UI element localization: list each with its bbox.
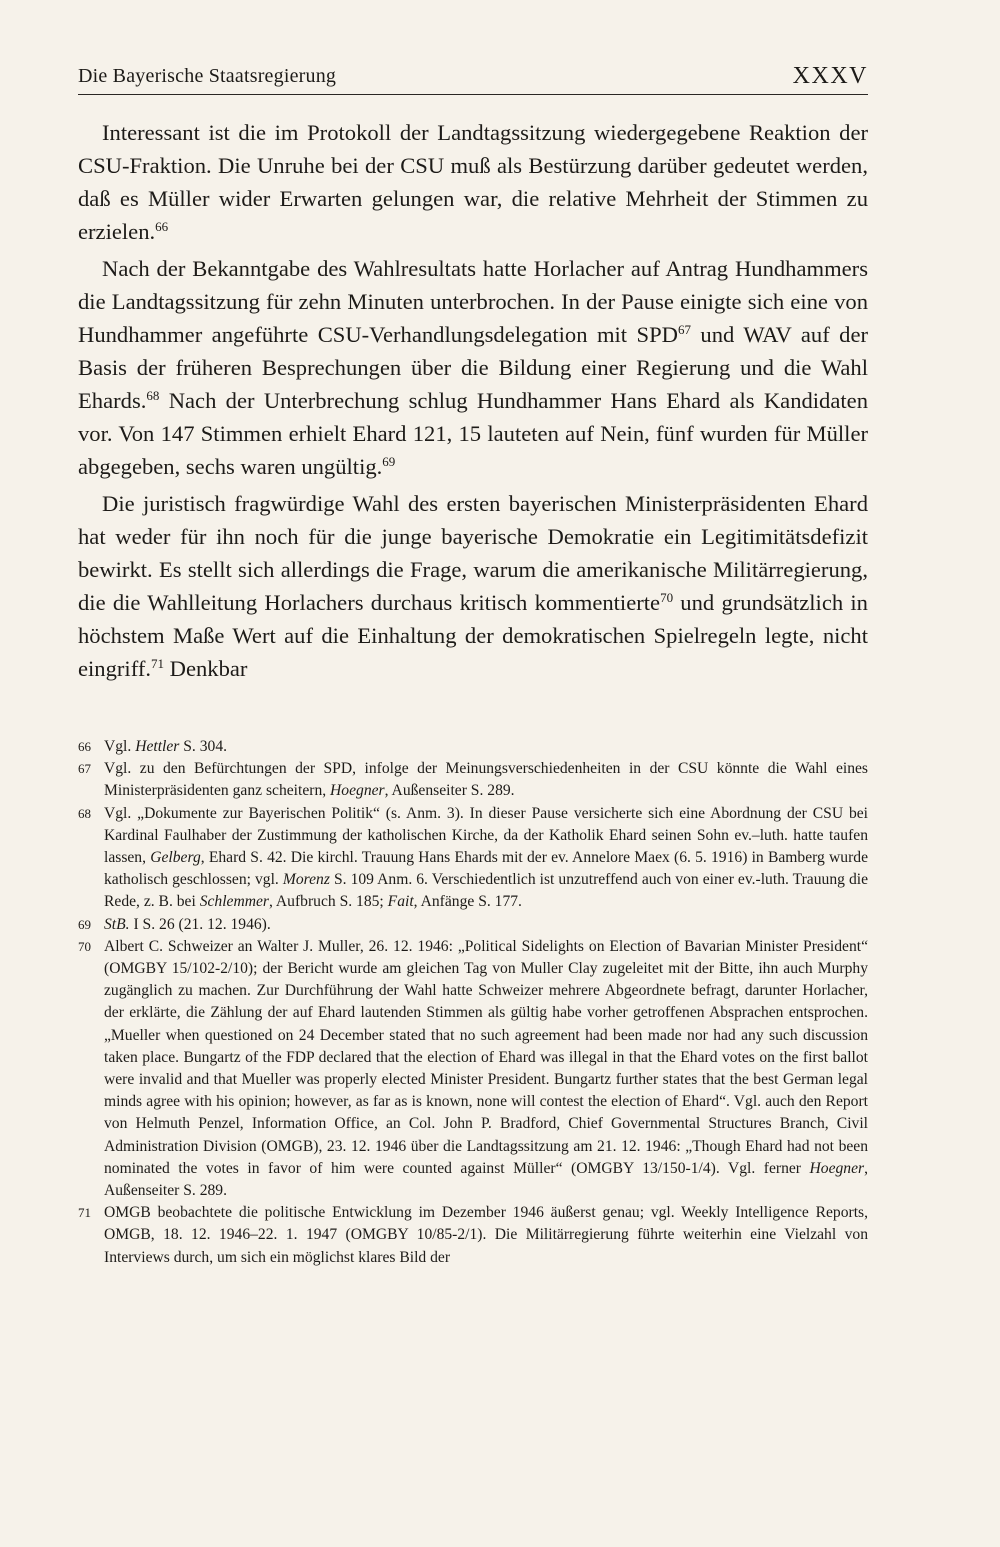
- paragraph-2-text-c: Nach der Unterbrechung schlug Hundhammer Hans Ehard als Kandidaten vor. Von 147 Stimmen erhielt Ehard 121, 15 lauteten auf Nein, fünf wurden für Müller abgegeben, sechs waren ungültig.: [78, 388, 868, 479]
- footnote-text: OMGB beobachtete die politische Entwicklung im Dezember 1946 äußerst genau; vgl. Weekly Intelligence Reports, OMGB, 18. 12. 1946–22. 1. 1947 (OMGBY 10/85-2/1). Die Militärregierung führte weiterhin eine Vielzahl von Interviews durch, um sich ein möglichst klares Bild der: [104, 1204, 868, 1266]
- footnote-number: 68: [78, 805, 91, 821]
- footnote-ref-68[interactable]: 68: [146, 388, 160, 403]
- footnote-ref-67[interactable]: 67: [677, 322, 691, 337]
- footnotes: [78, 736, 868, 1269]
- footnote-ref-71[interactable]: 71: [151, 656, 164, 671]
- footnote-number: 69: [78, 916, 91, 932]
- footnote-68: [78, 803, 868, 914]
- paragraph-1: [78, 116, 868, 248]
- footnote-author: Hettler: [135, 738, 180, 755]
- footnote-author: Morenz: [282, 871, 330, 889]
- footnote-author: Hoegner: [330, 782, 385, 800]
- footnote-70: [78, 936, 868, 1202]
- footnote-text: , Ehard S. 42. Die kirchl. Trauung Hans Ehards mit der ev. Annelore Maex (6. 5. 1916) in Bamberg wurde katholisch geschlossen; vgl.: [104, 849, 868, 889]
- footnote-71: [78, 1202, 868, 1269]
- footnote-number: 71: [78, 1205, 91, 1221]
- footnote-ref-69[interactable]: 69: [382, 454, 396, 469]
- footnote-text: S. 109 Anm. 6. Verschiedentlich ist unzutreffend auch von einer ev.-luth. Trauung die Rede, z. B. bei: [104, 871, 869, 911]
- paragraph-3-text-a: Die juristisch fragwürdige Wahl des ersten bayerischen Ministerpräsidenten Ehard hat weder für ihn noch für die junge bayerische Demokratie ein Legitimitätsdefizit bewirkt. Es stellt sich allerdings die Frage, warum die amerikanische Militärregierung, die die Wahlleitung Horlachers durchaus kritisch kommentierte: [78, 491, 868, 615]
- footnote-ref-70[interactable]: 70: [660, 590, 674, 605]
- footnote-source: StB.: [104, 915, 130, 933]
- footnote-text: , Außenseiter S. 289.: [104, 1159, 868, 1200]
- footnote-text: Vgl. zu den Befürchtungen der SPD, infolge der Meinungsverschiedenheiten in der CSU könnte die Wahl eines Ministerpräsidenten ganz scheitern,: [104, 760, 868, 800]
- footnote-66: [78, 736, 868, 758]
- footnote-author: Schlemmer: [199, 893, 269, 911]
- footnote-text: , Außenseiter S. 289.: [384, 782, 515, 800]
- page-number: XXXV: [792, 63, 868, 89]
- paragraph-1-text: Interessant ist die im Protokoll der Landtagssitzung wiedergegebene Reaktion der CSU-Fraktion. Die Unruhe bei der CSU muß als Bestürzung darüber gedeutet werden, daß es Müller wider Erwarten gelungen war, die relative Mehrheit der Stimmen zu erzielen.: [78, 120, 868, 244]
- paragraph-2-text-a: Nach der Bekanntgabe des Wahlresultats hatte Horlacher auf Antrag Hundhammers die Landtagssitzung für zehn Minuten unterbrochen. In der Pause einigte sich eine von Hundhammer angeführte CSU-Verhandlungsdelegation mit SPD: [78, 256, 868, 347]
- footnote-text: , Anfänge S. 177.: [413, 893, 522, 911]
- header-title: Die Bayerische Staatsregierung: [78, 65, 337, 87]
- paragraph-2-text-b: und WAV auf der Basis der früheren Besprechungen über die Bildung einer Regierung und die Wahl Ehards.: [78, 322, 869, 413]
- paragraph-3-text-b: und grundsätzlich in höchstem Maße Wert auf die Einhaltung der demokratischen Spielregeln legte, nicht eingriff.: [78, 590, 868, 681]
- footnote-number: 66: [78, 739, 91, 754]
- footnote-text: S. 304.: [179, 738, 228, 755]
- footnote-67: [78, 758, 868, 802]
- paragraph-3-text-c: Denkbar: [164, 656, 248, 681]
- footnote-text: Albert C. Schweizer an Walter J. Muller, 26. 12. 1946: „Political Sidelights on Election of Bavarian Minister President“ (OMGBY 15/102-2/10); der Bericht wurde am gleichen Tag von Muller Clay zugeleitet mit der Bitte, ihn auch Murphy zugänglich zu machen. Zur Durchführung der Wahl hatte Schweizer mehrere Abgeordnete befragt, darunter Horlacher, der erklärte, die Zählung der auf Ehard lautenden Stimmen als gültig habe vorher getroffenen Absprachen entsprochen. „Mueller when questioned on 24 December stated that no such agreement had been made nor had any such discussion taken place. Bungartz of the FDP declared that the election of Ehard was illegal in that the Ehard votes on the first ballot were invalid and that Mueller was properly elected Minister President. Bungartz further states that the best German legal minds agree with his opinion; however, as far as is known, none will contest the election of Ehard“. Vgl. auch den Report von Helmuth Penzel, Information Office, an Col. John P. Bradford, Chief Governmental Structures Branch, Civil Administration Division (OMGB), 23. 12. 1946 über die Landtagssitzung am 21. 12. 1946: „Though Ehard had not been nominated the votes in favor of him were counted against Müller“ (OMGBY 13/150-1/4). Vgl. ferner: [104, 937, 868, 1177]
- footnote-author: Fait: [387, 893, 414, 911]
- footnote-number: 67: [78, 761, 91, 777]
- footnote-text: , Aufbruch S. 185;: [268, 893, 388, 911]
- footnote-number: 70: [78, 938, 91, 954]
- footnote-text: Vgl.: [104, 738, 136, 755]
- footnote-author: Hoegner: [809, 1159, 865, 1177]
- running-header: [78, 58, 868, 95]
- paragraph-2: [78, 252, 868, 483]
- footnote-text: I S. 26 (21. 12. 1946).: [129, 915, 271, 933]
- footnote-ref-66[interactable]: 66: [155, 219, 169, 234]
- paragraph-3: [78, 487, 868, 685]
- footnote-text: Vgl. „Dokumente zur Bayerischen Politik“ (s. Anm. 3). In dieser Pause versicherte sich eine Abordnung der CSU bei Kardinal Faulhaber der Zustimmung der katholischen Kirche, da der Katholik Ehard seinen Sohn ev.–luth. hatte taufen lassen,: [104, 804, 868, 867]
- footnote-69: [78, 914, 868, 936]
- main-text: [78, 116, 868, 689]
- footnote-author: Gelberg: [150, 849, 201, 867]
